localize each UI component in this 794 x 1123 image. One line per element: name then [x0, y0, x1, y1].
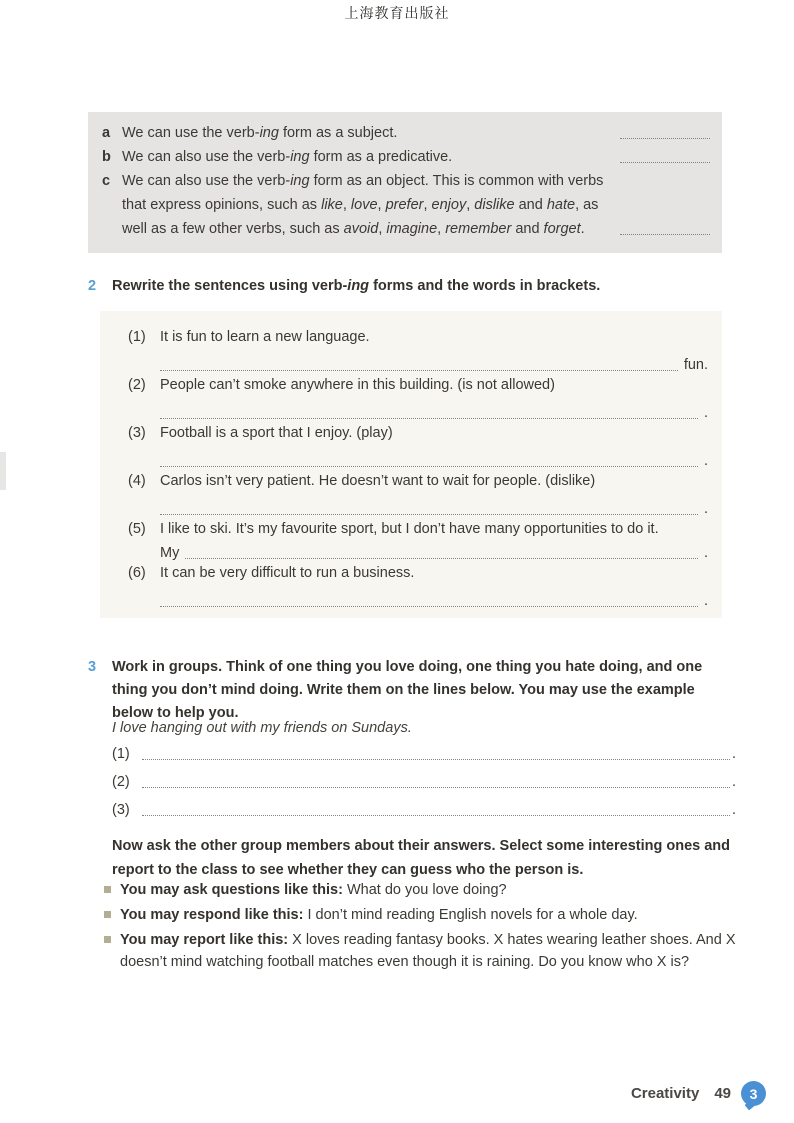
exercise2-item-3 — [128, 423, 708, 471]
page-footer — [631, 1081, 766, 1106]
item-prompt: People can’t smoke anywhere in this building. (is not allowed) — [160, 377, 555, 393]
answer-dotted-line — [620, 162, 710, 163]
blank-line-1 — [112, 744, 736, 764]
exercise3-bullets — [104, 879, 744, 976]
exercise2-item-6 — [128, 563, 708, 611]
answer-suffix: . — [703, 453, 708, 469]
item-number: (1) — [128, 329, 146, 345]
bullet-ask — [104, 879, 744, 901]
grammar-rule-text: We can also use the verb-ing form as a predicative. — [122, 149, 453, 165]
grammar-rule-label: a — [102, 125, 111, 141]
answer-suffix: . — [703, 501, 708, 517]
item-prompt: I like to ski. It’s my favourite sport, but I don’t have many opportunities to do it. — [160, 521, 659, 537]
exercise2-number: 2 — [88, 278, 97, 294]
grammar-rule-label: c — [102, 173, 111, 189]
unit-number-badge: 3 — [741, 1081, 766, 1106]
blank-line-2 — [112, 772, 736, 792]
answer-suffix: . — [731, 774, 736, 790]
bullet-square-icon — [104, 911, 111, 918]
blank-line-3 — [112, 800, 736, 820]
answer-suffix: . — [731, 802, 736, 818]
exercise3-title: Work in groups. Think of one thing you love doing, one thing you hate doing, and one thing you don’t mind doing. Write them on the lines below. You may use the example below to help you. — [112, 659, 703, 721]
item-number: (5) — [128, 521, 146, 537]
answer-dotted-line — [160, 514, 698, 515]
bullet-text — [120, 929, 744, 973]
answer-dotted-line — [142, 815, 730, 816]
grammar-rule-b — [102, 145, 710, 169]
grammar-rule-label: b — [102, 149, 111, 165]
page-number: 49 — [714, 1085, 731, 1102]
item-number: (1) — [112, 746, 130, 762]
bullet-text — [120, 904, 744, 926]
bullet-square-icon — [104, 936, 111, 943]
exercise3-number: 3 — [88, 659, 97, 675]
exercise2-answer-box — [100, 311, 722, 618]
bullet-square-icon — [104, 886, 111, 893]
item-prompt: Carlos isn’t very patient. He doesn’t want to wait for people. (dislike) — [160, 473, 596, 489]
grammar-rules-box — [88, 112, 722, 253]
bullet-rest: I don’t mind reading English novels for a whole day. — [303, 907, 638, 923]
answer-suffix: . — [703, 405, 708, 421]
grammar-rule-text: We can also use the verb-ing form as an object. This is common with verbs that express opinions, such as like, love, prefer, enjoy, dislike and hate, as well as a few other verbs, such as avoid, imagine, remember and forget. — [122, 173, 604, 237]
bullet-text — [120, 879, 744, 901]
page-edge-mark — [0, 452, 6, 490]
bullet-rest: What do you love doing? — [342, 882, 507, 898]
exercise2-title: Rewrite the sentences using verb-ing forms and the words in brackets. — [112, 278, 601, 294]
answer-dotted-line — [620, 138, 710, 139]
exercise3-example: I love hanging out with my friends on Sundays. — [112, 720, 412, 736]
bullet-respond — [104, 904, 744, 926]
exercise2-heading — [88, 275, 728, 298]
item-number: (3) — [112, 802, 130, 818]
answer-dotted-line — [142, 787, 730, 788]
answer-dotted-line — [620, 234, 710, 235]
answer-dotted-line — [185, 558, 698, 559]
unit-title: Creativity — [630, 1085, 700, 1102]
exercise3-followup: Now ask the other group members about their answers. Select some interesting ones and report to the class to see whether they can guess who the person is. — [112, 838, 731, 878]
answer-prefix: My — [160, 545, 180, 561]
answer-suffix: . — [731, 746, 736, 762]
publisher-header: 上海教育出版社 — [344, 6, 450, 22]
item-number: (2) — [112, 774, 130, 790]
exercise2-item-1 — [128, 327, 708, 375]
answer-suffix: . — [703, 593, 708, 609]
exercise2-item-4 — [128, 471, 708, 519]
item-prompt: It is fun to learn a new language. — [160, 329, 370, 345]
exercise3-blanks — [112, 744, 736, 828]
exercise2-item-2 — [128, 375, 708, 423]
item-number: (2) — [128, 377, 146, 393]
bullet-lead: You may respond like this: — [120, 907, 304, 923]
item-prompt: Football is a sport that I enjoy. (play) — [160, 425, 393, 441]
bullet-rest: X loves reading fantasy books. X hates wearing leather shoes. And X doesn’t mind watching football matches even though it is raining. Do you know who X is? — [120, 932, 736, 970]
answer-dotted-line — [160, 466, 698, 467]
grammar-rule-text: We can use the verb-ing form as a subject. — [122, 125, 398, 141]
item-prompt: It can be very difficult to run a business. — [160, 565, 415, 581]
answer-dotted-line — [160, 606, 698, 607]
item-number: (4) — [128, 473, 146, 489]
item-number: (3) — [128, 425, 146, 441]
exercise3-heading — [88, 656, 736, 725]
bullet-lead: You may ask questions like this: — [120, 882, 343, 898]
answer-dotted-line — [160, 418, 698, 419]
bullet-lead: You may report like this: — [120, 932, 289, 948]
grammar-rule-a — [102, 121, 710, 145]
exercise2-item-5 — [128, 519, 708, 563]
answer-dotted-line — [160, 370, 678, 371]
item-number: (6) — [128, 565, 146, 581]
answer-suffix: . — [703, 545, 708, 561]
bullet-report — [104, 929, 744, 973]
grammar-rule-c — [102, 169, 710, 241]
answer-suffix: fun. — [683, 357, 708, 373]
answer-dotted-line — [142, 759, 730, 760]
